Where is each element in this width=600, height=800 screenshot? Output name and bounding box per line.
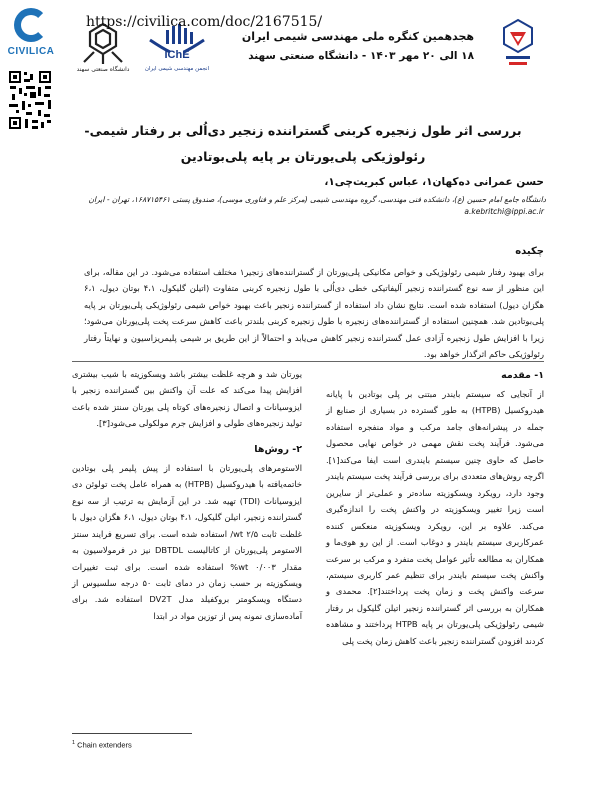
abstract-heading: چکیده — [515, 246, 544, 257]
footnote-text: Chain extenders — [77, 740, 132, 750]
iche-logo-caption: انجمن مهندسی شیمی ایران — [144, 66, 210, 72]
intro-continuation: یورتان شد و هرچه غلظت بیشتر باشد ویسکوزیته با شیب بیشتری افزایش پیدا می‌کند که علت آن واکنش بین گسترانندە زنجیر با ایزوسیانات و اتصال زنجیرەهای کوتاه پلی یورتان سنتز شده باعث تولید زنجیرەهای طولی و افزایش جرم مولکولی می‌شود[۳]. — [72, 369, 302, 429]
author-affiliation: دانشگاه جامع امام حسین (ع)، دانشکده فنی مهندسی، گروه مهندسی شیمی (مرکز علم و فناوری موسی)، صندوق پستی ۱۶۸۷۱۵۴۶۱، تهران - ایران — [88, 195, 546, 204]
paper-title: بررسی اثر طول زنجیره کربنی گسترانندە زنجیر دی‌اُلی بر رفتار شیمی-رئولوژیکی پلی‌یورتان بر پایه پلی‌بوتادین — [84, 123, 522, 164]
abstract-text: برای بهبود رفتار شیمی رئولوژیکی و خواص مکانیکی پلی‌یورتان از گسترانندەهای زنجیر۱ مختلف استفاده می‌شود. در این مقاله، برای این منظور از سه نوع گسترانندە زنجیر آلیفاتیکی خطی دی‌اُلی با طول زنجیره کربنی متفاوت (اتیلن گلیکول، ۴،۱ بوتان دیول، ۶،۱ هگزان دیول) استفاده شده است. نتایج نشان داد استفاده از گسترانندە زنجیر باعث بهبود خواص شیمی رئولوژیکی پلی‌یورتان بر پایه پلی‌بوتادین شد. همچنین استفاده از گسترانندەهای زنجیره با طول زنجیره کربنی بلندتر باعث کاهش سرعت پخت پلی‌یورتان می‌شود؛ زیرا با افزایش طول زنجیره آزادی عمل گسترانندە زنجیر کاهش می‌یابد و احتمالاً از این طریق بر شیمی پلیمریزاسیون و نهایتاً رفتار رئولوژیکی حاکم اثرگذار خواهد بود. — [84, 267, 545, 360]
source-url[interactable]: https://civilica.com/doc/2167515/ — [86, 14, 323, 30]
methods-paragraph: الاستومرهای پلی‌یورتان با استفاده از پیش پلیمر پلی بوتادین خاتمه‌یافته با هیدروکسیل (HTPB) به همراه عامل پخت تولوئن دی ایزوسیانات (TDI) تهیه شد. در این آزمایش به ترتیب از سه نوع گسترانندە زنجیر، اتیلن گلیکول، ۴،۱ بوتان دیول، ۶،۱ هگزان دیول با غلظت ثابت ۲/۵ wt/ استفاده شده است. برای تسریع فرایند سنتز الاستومر پلی‌یورتان از کاتالیست DBTDL نیز در فرمولاسیون به مقدار ۰/۰۰۳ wt% استفاده شده است. برای ثبت تغییرات ویسکوزیته بر حسب زمان در دمای ثابت ۵۰ درجه سلسیوس از دستگاه ویسکومتر بروکفیلد مدل DV2T استفاده شد. برای آماده‌سازی نمونه پس از توزین مواد در ابتدا — [72, 462, 302, 621]
conference-title: هجدهمین کنگره ملی مهندسی شیمی ایران — [241, 30, 474, 43]
university-logo-caption: دانشگاه صنعتی سهند — [76, 66, 130, 72]
iche-logo-text: IChE — [164, 49, 190, 61]
qr-code-icon[interactable] — [8, 70, 52, 130]
civilica-label: CIVILICA — [7, 46, 55, 57]
paper-authors: حسن عمرانی ده‌کهان۱، عباس کبریت‌چی۱، — [324, 176, 544, 188]
right-column — [326, 366, 544, 649]
conference-date: ۱۸ الی ۲۰ مهر ۱۴۰۳ - دانشگاه صنعتی سهند — [248, 50, 474, 62]
footnote-mark: 1 — [72, 740, 76, 746]
intro-heading: ۱- مقدمه — [501, 370, 544, 381]
footnote-rule — [72, 733, 192, 734]
section-divider — [72, 361, 544, 362]
civilica-logo[interactable] — [6, 8, 56, 57]
footnote — [72, 740, 132, 750]
civilica-c-icon — [14, 8, 48, 42]
congress-logo-icon — [500, 18, 536, 70]
author-email[interactable]: a.kebritchi@ippi.ac.ir — [464, 207, 544, 216]
iche-logo-icon — [142, 22, 212, 78]
methods-heading: ۲- روش‌ها — [254, 443, 302, 455]
intro-paragraph: از آنجایی که سیستم بایندر مبتنی بر پلی بوتادین با پایانه هیدروکسیل (HTPB) به طور گسترده در بسیاری از صنایع از جمله در پیشرانەهای جامد مرکب و مواد منفجره استفاده می‌شود. فرآیند پخت نقش مهمی در خواص نهایی محصول حاصل که حاوی چنین سیستم بایندری است ایفا می‌کند[۱]. اگرچه روش‌های متعددی برای بررسی فرآیند پخت سیستم بایندر وجود دارد، رویکرد ویسکوزیته ساده‌تر و عملی‌تر از سایرین است زیرا تغییر ویسکوزیته در واکنش پخت را اندازه‌گیری می‌کند. علاوه بر این، رویکرد ویسکوزیته منعکس کننده عمرکاربری سیستم بایندر و دوغاب است. از این رو هوی‌ما و همکاران به مطالعه تأثیر عوامل پخت منفرد و مرکب بر سرعت واکنش پخت سیستم بایندر برای تنظیم عمر کاربری سیستم، سرعت واکنش پخت و زمان پخت پرداختند[۲]. محمدی و همکاران به بررسی اثر گسترانندە زنجیر اتیلن گلیکول بر رفتار شیمی رئولوژیکی پلی‌یورتان بر پایه HTPB پرداختند و مشاهده کردند افزودن گسترانندە زنجیر باعث کاهش زمان پخت پلی — [326, 389, 544, 646]
left-column — [72, 366, 302, 624]
